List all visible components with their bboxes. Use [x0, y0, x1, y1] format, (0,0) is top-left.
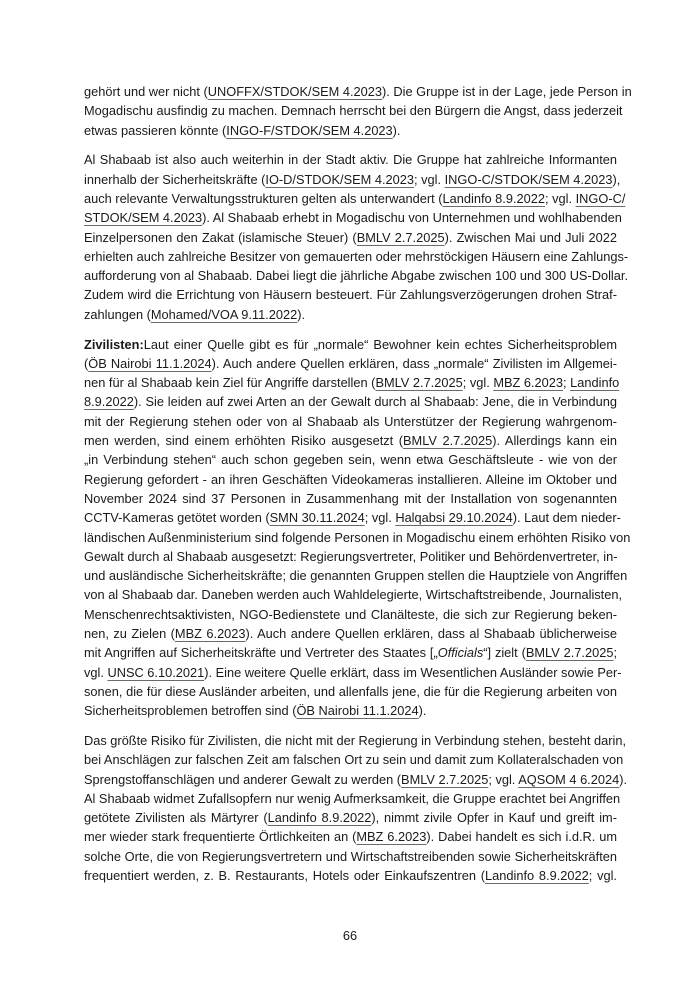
citation-link[interactable]: UNSC 6.10.2021 [107, 664, 205, 680]
text-line [84, 808, 617, 827]
text-line [84, 373, 620, 392]
text-line [84, 770, 628, 789]
text-line [84, 866, 617, 885]
text-run: solche Orte, die von Regierungsvertretern und Wirtschaftstreibenden sowie Sicherheitskräften [84, 848, 617, 864]
text-run: Al Shabaab ist also auch weiterhin in der Stadt aktiv. Die Gruppe hat zahlreiche Informanten [84, 152, 617, 168]
text-run: ). [418, 703, 427, 719]
text-run: ). [392, 122, 401, 138]
text-run: ; vgl. [462, 375, 494, 391]
text-line [84, 566, 628, 585]
text-run: ). Die Gruppe ist in der Lage, jede Person in [382, 84, 632, 99]
text-run: ländischen Außenministerium sind folgende Personen in Mogadischu einem erhöhten Risiko von [84, 529, 631, 545]
text-line [84, 489, 617, 508]
text-line [84, 470, 617, 489]
text-run: bei Anschlägen zur falschen Zeit am falschen Ort zu sein und damit zum Kollateralschaden von [84, 752, 624, 768]
text-run: “] zielt ( [483, 645, 526, 661]
citation-link[interactable]: BMLV 2.7.2025 [401, 771, 489, 787]
citation-link[interactable]: Halqabsi 29.10.2024 [395, 510, 513, 526]
text-run: gehört und wer nicht ( [84, 84, 208, 99]
text-line [84, 121, 617, 140]
text-run: Laut einer Quelle gibt es für „normale“ Bewohner kein echtes Sicherheitsproblem [143, 336, 617, 352]
text-run: ). Allerdings kann ein [492, 433, 617, 449]
page-number: 66 [342, 928, 358, 943]
text-run: ), nimmt zivile Opfer in Kauf und greift im- [371, 810, 617, 826]
text-run: mit Angriffen auf Sicherheitskräfte und Vertreter des Staates [„ [84, 645, 438, 661]
citation-link[interactable]: Mohamed/VOA 9.11.2022 [150, 306, 298, 322]
citation-link[interactable]: STDOK/SEM 4.2023 [84, 210, 203, 226]
text-line [84, 208, 622, 227]
text-run: ). Zwischen Mai und Juli 2022 [444, 229, 617, 245]
text-line [84, 247, 629, 266]
text-line [84, 170, 621, 189]
text-line [84, 305, 617, 324]
text-run: Al Shabaab widmet Zufallsopfern nur wenig Aufmerksamkeit, die Gruppe erachtet bei Angriffen [84, 790, 621, 806]
citation-link[interactable]: Landinfo 8.9.2022 [442, 190, 546, 206]
section-label: Zivilisten: [84, 336, 144, 352]
text-line [84, 750, 624, 769]
text-line [84, 335, 617, 354]
citation-link[interactable]: UNOFFX/STDOK/SEM 4.2023 [207, 84, 383, 99]
citation-link[interactable]: INGO-F/STDOK/SEM 4.2023 [226, 122, 393, 138]
citation-link[interactable]: Landinfo 8.9.2022 [267, 810, 372, 826]
text-line [84, 228, 617, 247]
text-run: von al Shabaab dar. Daneben werden auch Wahldelegierte, Wirtschaftstreibende, Journalisten, [84, 587, 623, 603]
paragraph [84, 731, 628, 885]
text-run: vgl. [84, 664, 108, 680]
paragraph [84, 150, 629, 324]
text-line [84, 663, 622, 682]
text-run: Das größte Risiko für Zivilisten, die nicht mit der Regierung in Verbindung stehen, besteht darin, [84, 733, 627, 748]
text-line [84, 189, 626, 208]
text-line [84, 827, 617, 846]
text-run: mer wieder stark frequentierte Örtlichkeiten an ( [84, 829, 357, 845]
italic-term: Officials [437, 645, 484, 661]
text-line [84, 847, 617, 866]
citation-link[interactable]: BMLV 2.7.2025 [525, 645, 614, 661]
text-line [84, 392, 617, 411]
text-run: getötete Zivilisten als Märtyrer ( [84, 810, 268, 826]
citation-link[interactable]: MBZ 6.2023 [356, 829, 427, 845]
text-run: auch relevante Verwaltungsstrukturen gelten als unterwandert ( [84, 190, 443, 206]
text-run: ). Al Shabaab erhebt in Mogadischu von Unternehmen und wohlhabenden [202, 210, 622, 226]
text-run: CCTV-Kameras getötet worden ( [84, 510, 270, 526]
text-line [84, 431, 617, 450]
text-run: sonen, die für diese Ausländer arbeiten, und allenfalls jene, die für die Regierung arbeiten von [84, 683, 617, 699]
text-run: ). Auch andere Quellen erklären, dass „normale“ Zivilisten im Allgemei- [211, 355, 617, 371]
text-line [84, 508, 621, 527]
text-line [84, 450, 617, 469]
text-run: ; [613, 645, 617, 661]
text-run: und ausländische Sicherheitskräfte; die genannten Gruppen stellen die Hauptziele von Angriffen [84, 568, 628, 584]
text-run: aufforderung von al Shabaab. Dabei liegt die jährliche Abgabe zwischen 100 und 300 US-Dollar. [84, 268, 628, 284]
text-run: November 2024 sind 37 Personen in Zusammenhang mit der Installation von sogenannten [84, 490, 617, 506]
citation-link[interactable]: MBZ 6.2023 [493, 375, 564, 391]
citation-link[interactable]: BMLV 2.7.2025 [375, 375, 463, 391]
text-run: erhielten auch zahlreiche Besitzer von gemauerten oder mehrstöckigen Häusern eine Zahlungs- [84, 248, 629, 264]
text-run: ; vgl. [545, 190, 576, 206]
text-line [84, 731, 627, 750]
text-line [84, 82, 632, 101]
text-line [84, 150, 617, 169]
citation-link[interactable]: SMN 30.11.2024 [269, 510, 365, 526]
text-run: „in Verbindung stehen“ auch schon gegeben sein, wenn etwa Geschäftsleute - wie von der [84, 452, 617, 468]
text-run: Mogadischu ausfindig zu machen. Demnach herrscht bei den Bürgern die Angst, dass jederzeit [84, 103, 623, 119]
text-run: mit der Regierung stehen oder von al Shabaab als Unterstützer der Regierung wahrgenom- [84, 413, 617, 429]
text-line [84, 354, 617, 373]
citation-link[interactable]: 8.9.2022 [84, 394, 134, 410]
text-line [84, 266, 628, 285]
text-run: ). [619, 771, 628, 787]
text-run: men werden, sind einem erhöhten Risiko ausgesetzt ( [84, 433, 404, 449]
text-run: zahlungen ( [84, 306, 151, 322]
text-run: nen für al Shabaab kein Ziel für Angriffe darstellen ( [84, 375, 376, 391]
text-run: etwas passieren könnte ( [84, 122, 227, 138]
text-run: innerhalb der Sicherheitskräfte ( [84, 171, 266, 187]
text-run: ). [297, 306, 306, 322]
text-run: ; vgl. [414, 171, 445, 187]
citation-link[interactable]: ÖB Nairobi 11.1.2024 [296, 703, 419, 719]
citation-link[interactable]: MBZ 6.2023 [174, 626, 246, 642]
text-line [84, 605, 617, 624]
text-line [84, 624, 617, 643]
text-line [84, 643, 617, 662]
citation-link[interactable]: AQSOM 4 6.2024 [518, 771, 620, 787]
text-line [84, 547, 617, 566]
text-line [84, 789, 621, 808]
citation-link[interactable]: INGO-C/ [575, 190, 626, 206]
citation-link[interactable]: Landinfo 8.9.2022 [485, 868, 589, 884]
text-line [84, 585, 623, 604]
text-run: Sprengstoffanschlägen und anderer Gewalt zu werden ( [84, 771, 402, 787]
text-run: ). Laut dem nieder- [512, 510, 621, 526]
citation-link[interactable]: ÖB Nairobi 11.1.2024 [88, 355, 212, 371]
citation-link[interactable]: BMLV 2.7.2025 [403, 433, 493, 449]
text-run: ). Dabei handelt es sich i.d.R. um [426, 829, 617, 845]
text-run: ). Auch andere Quellen erklären, dass al Shabaab üblicherweise [245, 626, 617, 642]
citation-link[interactable]: IO-D/STDOK/SEM 4.2023 [265, 171, 415, 187]
text-run: frequentiert werden, z. B. Restaurants, Hotels oder Einkaufszentren ( [84, 868, 486, 884]
text-run: ). Eine weitere Quelle erklärt, dass im Wesentlichen Ausländer sowie Per- [204, 664, 622, 680]
text-run: Menschenrechtsaktivisten, NGO-Bedienstete und Clanälteste, die sich zur Regierung beken- [84, 606, 617, 622]
text-run: Zudem wird die Errichtung von Häusern besteuert. Für Zahlungsverzögerungen drohen Straf- [84, 287, 617, 303]
paragraph-civilians [84, 335, 631, 721]
citation-link[interactable]: INGO-C/STDOK/SEM 4.2023 [444, 171, 613, 187]
text-line [84, 682, 617, 701]
text-run: ( [84, 355, 89, 371]
text-run: ; vgl. [488, 771, 519, 787]
text-run: Sicherheitsproblemen betroffen sind ( [84, 703, 297, 719]
text-run: ; [563, 375, 571, 391]
text-run: Regierung gefordert - an ihren Geschäften Videokameras installieren. Alleine im Oktober und [84, 471, 617, 487]
text-line [84, 701, 617, 720]
text-line [84, 101, 623, 120]
text-run: ; vgl. [364, 510, 396, 526]
paragraph [84, 82, 632, 140]
text-run: Einzelpersonen den Zakat (islamische Steuer) ( [84, 229, 357, 245]
document-body [84, 82, 632, 896]
text-run: nen, zu Zielen ( [84, 626, 175, 642]
text-line [84, 528, 631, 547]
citation-link[interactable]: BMLV 2.7.2025 [356, 229, 445, 245]
citation-link[interactable]: Landinfo [570, 375, 620, 391]
text-line [84, 285, 617, 304]
text-run: ). Sie leiden auf zwei Arten an der Gewalt durch al Shabaab: Jene, die in Verbindung [133, 394, 617, 410]
text-run: ), [612, 171, 621, 187]
text-line [84, 412, 617, 431]
text-run: Gewalt durch al Shabaab ausgesetzt: Regierungsvertreter, Politiker und Behördenvertreter, in- [84, 548, 618, 564]
text-run: ; vgl. [588, 868, 617, 884]
